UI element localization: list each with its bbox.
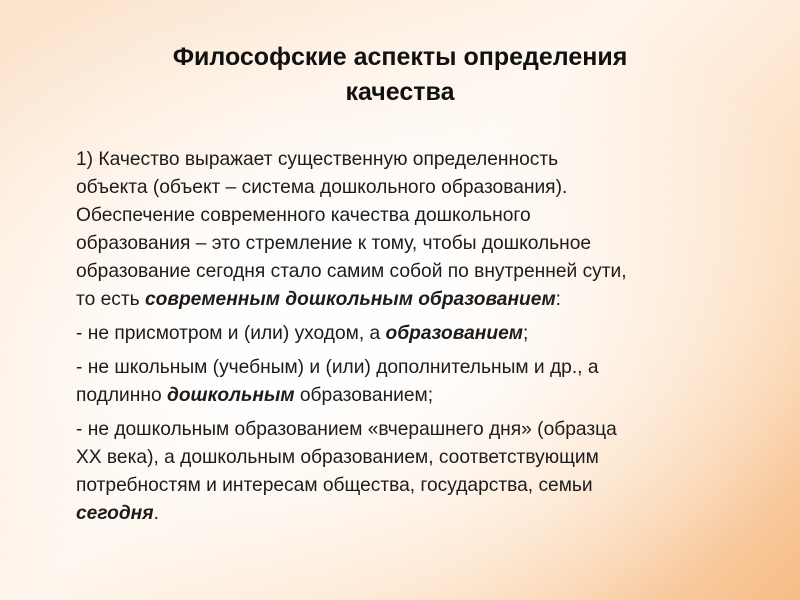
paragraph-4-line-1: - не дошкольным образованием «вчерашнего дня» (образца: [76, 419, 617, 440]
paragraph-4-suffix: .: [153, 503, 159, 524]
paragraph-4: [76, 416, 766, 528]
emphasis-modern-preschool-education: современным дошкольным образованием: [144, 289, 556, 310]
paragraph-2: [76, 320, 766, 348]
paragraph-1-line: 1) Качество выражает существенную определенность: [76, 149, 559, 170]
paragraph-3: [76, 354, 766, 410]
paragraph-1-line: образование сегодня стало самим собой по внутренней сути,: [76, 261, 627, 282]
emphasis-today: сегодня: [76, 503, 154, 524]
paragraph-1: [76, 146, 766, 314]
slide-title-line-1: Философские аспекты определения: [172, 43, 628, 71]
paragraph-3-suffix: образованием;: [294, 385, 434, 406]
slide-body: [76, 146, 766, 528]
paragraph-1-line: объекта (объект – система дошкольного образования).: [76, 177, 568, 198]
paragraph-2-prefix: - не присмотром и (или) уходом, а: [76, 323, 386, 344]
paragraph-4-line-3: потребностям и интересам общества, государства, семьи: [76, 475, 593, 496]
paragraph-1-last-suffix: :: [555, 289, 561, 310]
slide-title: [70, 40, 730, 110]
paragraph-4-line-2: ХХ века), а дошкольным образованием, соответствующим: [76, 447, 599, 468]
slide-title-line-2: качества: [345, 78, 455, 106]
emphasis-education: образованием: [385, 323, 523, 344]
paragraph-1-line: образования – это стремление к тому, чтобы дошкольное: [76, 233, 592, 254]
paragraph-1-line: Обеспечение современного качества дошкольного: [76, 205, 531, 226]
paragraph-3-line-1: - не школьным (учебным) и (или) дополнительным и др., а: [76, 357, 599, 378]
paragraph-3-prefix: подлинно: [76, 385, 167, 406]
paragraph-1-last-prefix: то есть: [76, 289, 145, 310]
emphasis-preschool: дошкольным: [166, 385, 295, 406]
paragraph-2-suffix: ;: [522, 323, 529, 344]
